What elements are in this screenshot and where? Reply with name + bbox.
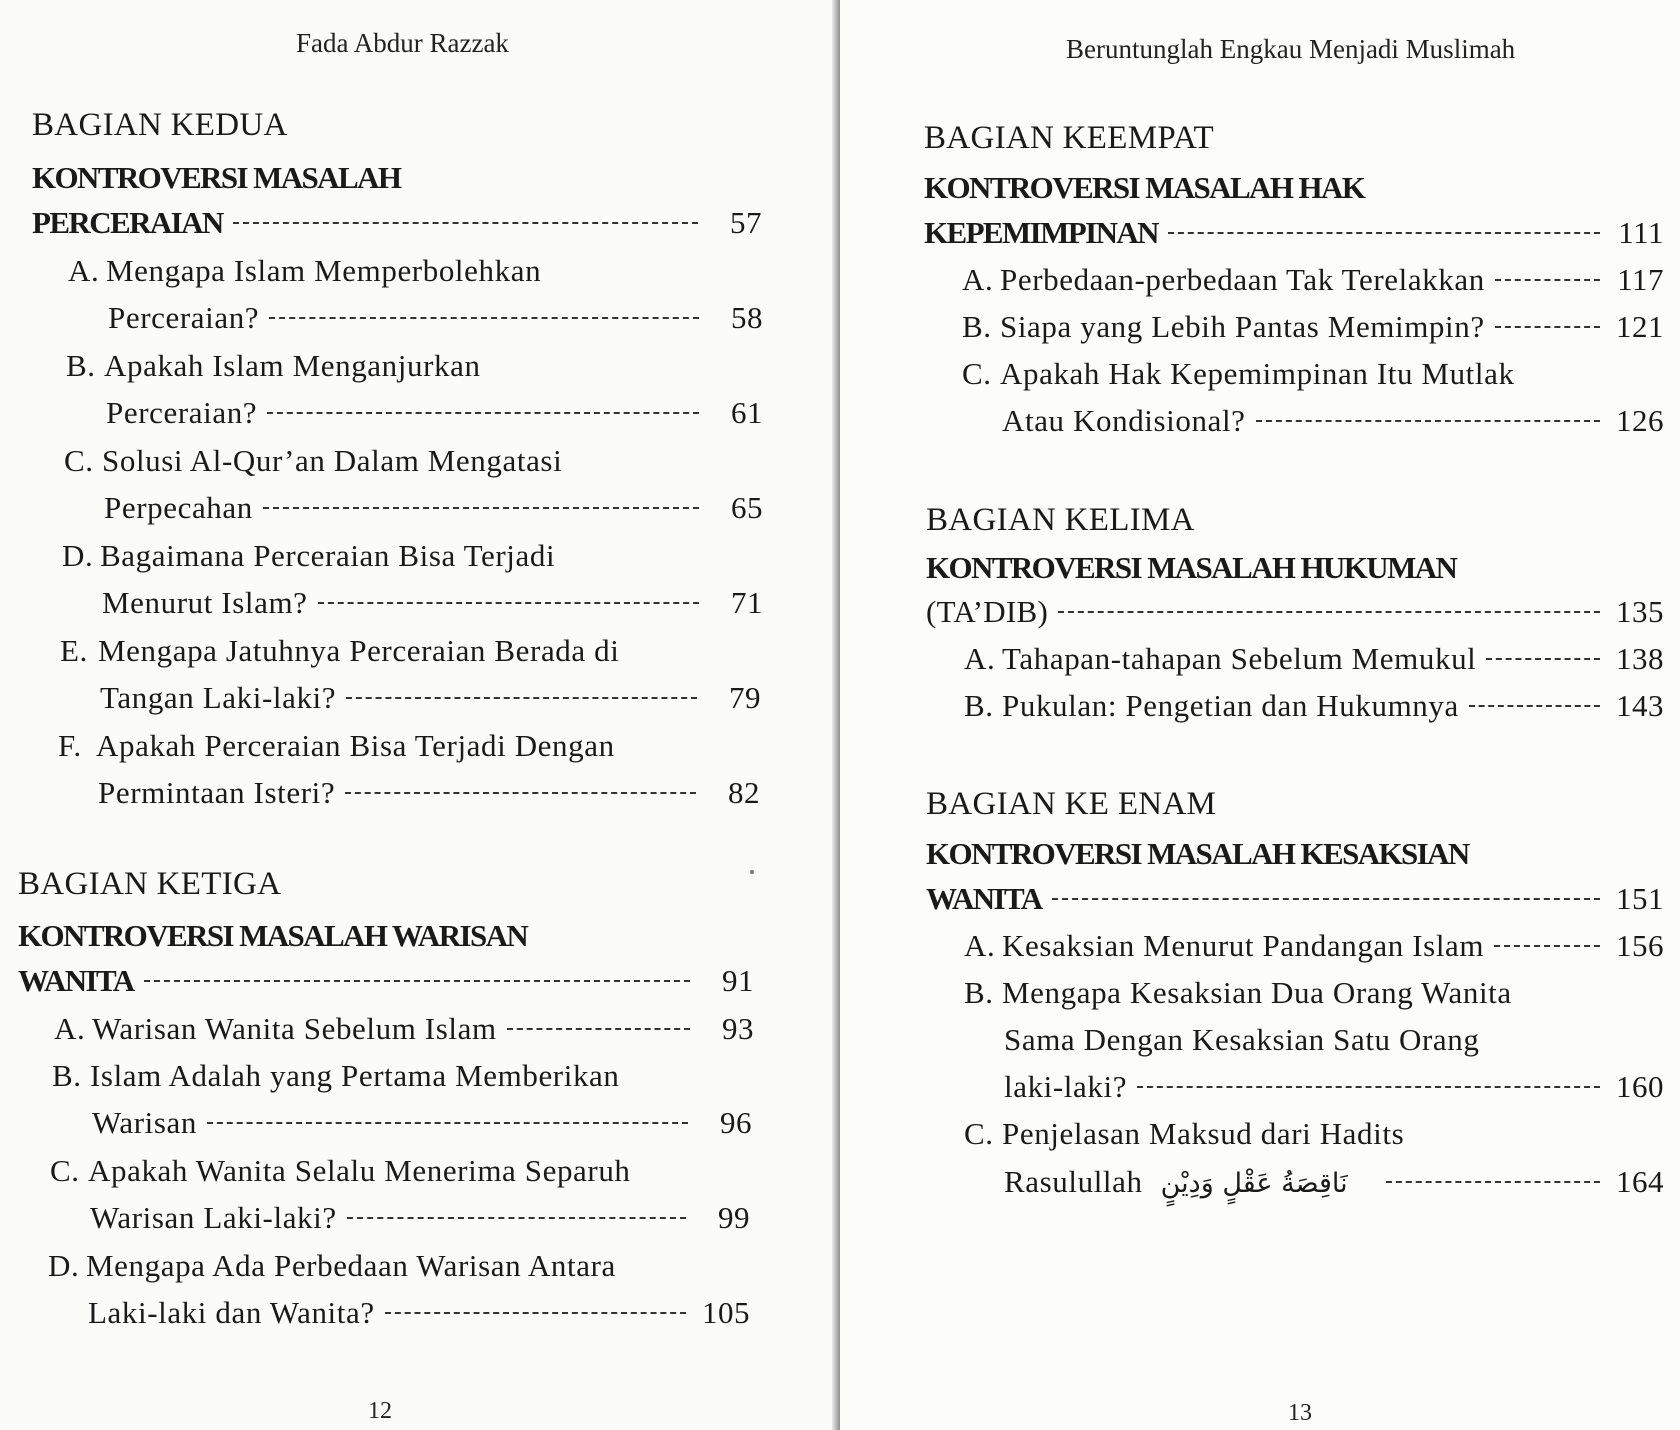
- toc-entry-title: C. Apakah Wanita Selalu Menerima Separuh: [50, 1153, 631, 1188]
- section-label: BAGIAN KELIMA: [926, 502, 1195, 538]
- dot-leader: [267, 412, 699, 414]
- toc-entry[interactable]: A. Tahapan-tahapan Sebelum Memukul 138: [964, 641, 1664, 676]
- section-title: WANITA: [18, 963, 134, 998]
- dot-leader: [263, 507, 699, 509]
- toc-entry[interactable]: [924, 215, 1664, 251]
- toc-entry[interactable]: Tangan Laki-laki? 79: [100, 680, 761, 715]
- toc-entry-title: C. Apakah Hak Kepemimpinan Itu Mutlak: [962, 356, 1515, 391]
- running-head-left: Fada Abdur Razzak: [296, 28, 509, 58]
- page-number: 82: [728, 775, 760, 810]
- toc-entry-title: B. Mengapa Kesaksian Dua Orang Wanita: [964, 975, 1512, 1010]
- page-number: 126: [1616, 403, 1664, 438]
- section-label: BAGIAN KE ENAM: [926, 786, 1217, 822]
- toc-entry[interactable]: Permintaan Isteri? 82: [98, 775, 760, 810]
- toc-entry[interactable]: Atau Kondisional? 126: [1002, 403, 1664, 438]
- page-number: 79: [729, 680, 761, 715]
- toc-entry[interactable]: laki-laki? 160: [1004, 1069, 1664, 1104]
- dot-leader: [318, 602, 699, 604]
- page-number: 135: [1616, 594, 1664, 629]
- page-number: 71: [731, 585, 763, 620]
- dot-leader: [1495, 279, 1600, 281]
- toc-entry-title: C. Penjelasan Maksud dari Hadits: [964, 1116, 1405, 1151]
- right-page: [840, 0, 1680, 1430]
- dot-leader: [1168, 232, 1600, 234]
- dot-leader: [233, 222, 698, 224]
- dot-leader: [1386, 1181, 1600, 1183]
- section-title: (TA’DIB): [926, 594, 1049, 629]
- toc-entry-title: F. Apakah Perceraian Bisa Terjadi Dengan: [58, 728, 615, 763]
- page-number-footer: 12: [368, 1398, 392, 1424]
- page-number: 99: [718, 1200, 750, 1235]
- toc-entry[interactable]: A. Warisan Wanita Sebelum Islam 93: [54, 1011, 754, 1046]
- dot-leader: [269, 317, 699, 319]
- section-title: KONTROVERSI MASALAH: [32, 160, 401, 195]
- section-title: KONTROVERSI MASALAH HUKUMAN: [926, 550, 1457, 585]
- page-number: 105: [702, 1295, 750, 1330]
- toc-entry[interactable]: [926, 594, 1664, 630]
- dot-leader: [345, 792, 696, 794]
- page-number: 111: [1618, 215, 1664, 250]
- toc-entry-title: E. Mengapa Jatuhnya Perceraian Berada di: [60, 633, 620, 668]
- section-title: KONTROVERSI MASALAH KESAKSIAN: [926, 836, 1469, 871]
- toc-entry[interactable]: [18, 963, 754, 999]
- toc-entry[interactable]: B. Siapa yang Lebih Pantas Memimpin? 121: [962, 309, 1664, 344]
- toc-entry[interactable]: Menurut Islam? 71: [102, 585, 763, 620]
- section-title: PERCERAIAN: [32, 205, 223, 240]
- dot-leader: [1256, 420, 1600, 422]
- toc-entry[interactable]: A. Perbedaan-perbedaan Tak Terelakkan 117: [962, 262, 1664, 297]
- dot-leader: [1486, 658, 1600, 660]
- section-title: KONTROVERSI MASALAH WARISAN: [18, 918, 528, 953]
- section-title: WANITA: [926, 881, 1042, 916]
- paper-speck: [750, 870, 754, 874]
- dot-leader: [1058, 611, 1600, 613]
- toc-entry[interactable]: Warisan 96: [92, 1105, 752, 1140]
- toc-entry[interactable]: Perpecahan 65: [104, 490, 763, 525]
- toc-entry-title: B. Islam Adalah yang Pertama Memberikan: [52, 1058, 620, 1093]
- page-number: 156: [1616, 928, 1664, 963]
- toc-entry-title: C. Solusi Al-Qur’an Dalam Mengatasi: [64, 443, 563, 478]
- dot-leader: [346, 697, 697, 699]
- dot-leader: [144, 980, 690, 982]
- page-number: 164: [1616, 1164, 1664, 1199]
- section-label: BAGIAN KETIGA: [18, 866, 282, 902]
- arabic-phrase: نَاقِصَةُ عَقْلٍ وَدِيْنٍ: [1160, 1168, 1348, 1199]
- dot-leader: [507, 1028, 690, 1030]
- section-label: BAGIAN KEDUA: [32, 107, 288, 143]
- toc-entry-title: A. Mengapa Islam Memperbolehkan: [68, 253, 542, 288]
- toc-entry[interactable]: A. Kesaksian Menurut Pandangan Islam 156: [964, 928, 1664, 963]
- page-number: 138: [1616, 641, 1664, 676]
- dot-leader: [207, 1122, 688, 1124]
- dot-leader: [1495, 326, 1600, 328]
- page-number-footer: 13: [1288, 1400, 1312, 1426]
- page-number: 117: [1617, 262, 1664, 297]
- dot-leader: [1052, 898, 1600, 900]
- section-title: KONTROVERSI MASALAH HAK: [924, 170, 1365, 205]
- toc-entry[interactable]: Laki-laki dan Wanita? 105: [88, 1295, 750, 1330]
- page-number: 93: [722, 1011, 754, 1046]
- page-number: 58: [731, 300, 763, 335]
- toc-entry-title: Sama Dengan Kesaksian Satu Orang: [1004, 1022, 1480, 1057]
- page-number: 160: [1616, 1069, 1664, 1104]
- page-number: 91: [722, 963, 754, 998]
- toc-entry[interactable]: Perceraian? 61: [106, 395, 763, 430]
- toc-entry-title: B. Apakah Islam Menganjurkan: [66, 348, 481, 383]
- dot-leader: [385, 1312, 686, 1314]
- toc-entry[interactable]: B. Pukulan: Pengetian dan Hukumnya 143: [964, 688, 1664, 723]
- toc-entry-title: D. Mengapa Ada Perbedaan Warisan Antara: [48, 1248, 616, 1283]
- section-title: KEPEMIMPINAN: [924, 215, 1158, 250]
- toc-entry[interactable]: Rasulullah نَاقِصَةُ عَقْلٍ وَدِيْنٍ 164: [1004, 1164, 1664, 1199]
- dot-leader: [1137, 1086, 1600, 1088]
- dot-leader: [1469, 705, 1600, 707]
- toc-entry[interactable]: Perceraian? 58: [108, 300, 763, 335]
- page-number: 65: [731, 490, 763, 525]
- running-head-right: Beruntunglah Engkau Menjadi Muslimah: [1066, 34, 1516, 64]
- toc-entry-title: D. Bagaimana Perceraian Bisa Terjadi: [62, 538, 556, 573]
- toc-entry[interactable]: [926, 881, 1664, 917]
- page-number: 61: [731, 395, 763, 430]
- toc-entry[interactable]: Warisan Laki-laki? 99: [90, 1200, 750, 1235]
- page-number: 143: [1616, 688, 1664, 723]
- dot-leader: [347, 1217, 686, 1219]
- page-number: 96: [720, 1105, 752, 1140]
- page-number: 57: [730, 205, 762, 240]
- page-number: 151: [1616, 881, 1664, 916]
- page-number: 121: [1616, 309, 1664, 344]
- toc-entry[interactable]: [32, 205, 762, 241]
- section-label: BAGIAN KEEMPAT: [924, 120, 1214, 156]
- dot-leader: [1494, 945, 1600, 947]
